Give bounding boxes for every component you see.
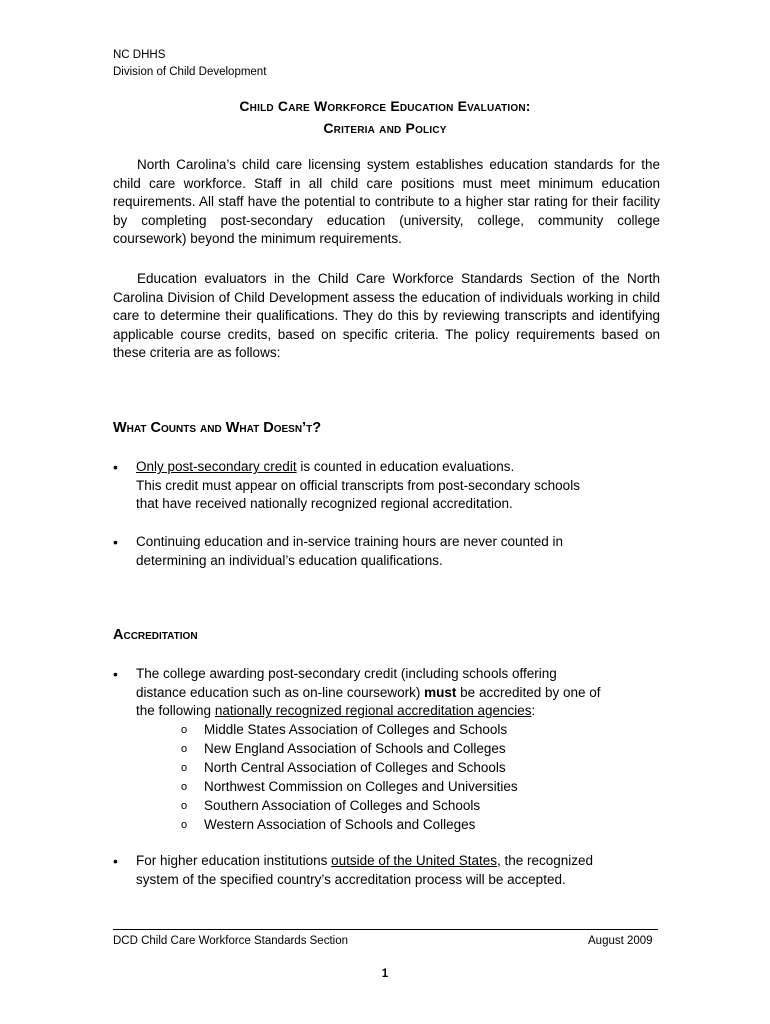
list-item: • For higher education institutions outside of the United States, the recognized system of the specified country’s accreditation process will be accepted. bbox=[113, 853, 594, 887]
intro-paragraph-2: Education evaluators in the Child Care Workforce Standards Section of the North Carolina Division of Child Development assess the education of individuals working in child care to determine their qualifications. They do this by reviewing transcripts and identifying applicable course credits, based on specific criteria. The policy requirements based on these criteria are as follows: bbox=[113, 271, 660, 360]
document-title-line1: Child Care Workforce Education Evaluation: bbox=[239, 98, 531, 114]
list-item: • Only post-secondary credit is counted in education evaluations. This credit must appear on official transcripts from post-secondary schools that have received nationally recognized regional accreditation. bbox=[113, 459, 580, 511]
document-title-line2: Criteria and Policy bbox=[323, 120, 447, 136]
emphasis-must: must bbox=[424, 684, 457, 700]
bullet-icon: • bbox=[113, 666, 118, 682]
circle-bullet-icon: o bbox=[181, 724, 188, 736]
bullet-icon: • bbox=[113, 459, 118, 475]
circle-bullet-icon: o bbox=[181, 762, 188, 774]
footer-divider bbox=[113, 929, 658, 930]
section-heading-what-counts: What Counts and What Doesn’t? bbox=[113, 420, 322, 436]
list-item: • The college awarding post-secondary credit (including schools offering distance education such as on-line coursework) must be accredited by one of the following nationally recognized regional accreditation agencies: bbox=[113, 666, 601, 718]
agency-list-item: o North Central Association of Colleges and Schools bbox=[181, 759, 506, 778]
list-item: • Continuing education and in-service training hours are never counted in determining an individual’s education qualifications. bbox=[113, 534, 564, 568]
underlined-phrase: Only post-secondary credit bbox=[136, 459, 297, 474]
bullet-icon: • bbox=[113, 534, 118, 550]
section-heading-accreditation: Accreditation bbox=[113, 627, 198, 643]
header-division: Division of Child Development bbox=[113, 66, 267, 78]
circle-bullet-icon: o bbox=[181, 819, 188, 831]
footer-date: August 2009 bbox=[588, 935, 653, 947]
agency-list-item: o Southern Association of Colleges and Schools bbox=[181, 797, 480, 816]
page-number: 1 bbox=[381, 968, 389, 980]
footer-left: DCD Child Care Workforce Standards Section bbox=[113, 935, 348, 947]
underlined-phrase: outside of the United States bbox=[331, 853, 497, 868]
underlined-phrase: nationally recognized regional accreditation agencies bbox=[214, 703, 532, 718]
page-header bbox=[113, 47, 266, 81]
agency-list-item: o Northwest Commission on Colleges and Universities bbox=[181, 778, 518, 797]
agency-list-item: o Middle States Association of Colleges and Schools bbox=[181, 721, 507, 740]
circle-bullet-icon: o bbox=[181, 743, 188, 755]
agency-list-item: o Western Association of Schools and Colleges bbox=[181, 816, 475, 835]
circle-bullet-icon: o bbox=[181, 800, 188, 812]
intro-paragraph-1: North Carolina’s child care licensing system establishes education standards for the child care workforce. Staff in all child care positions must meet minimum education requirements. All staff have the potential to contribute to a higher star rating for their facility by completing post-secondary education (university, college, community college coursework) beyond the minimum requirements. bbox=[113, 157, 660, 246]
agency-list-item: o New England Association of Schools and Colleges bbox=[181, 740, 506, 759]
circle-bullet-icon: o bbox=[181, 781, 188, 793]
header-org: NC DHHS bbox=[113, 49, 166, 61]
bullet-icon: • bbox=[113, 853, 118, 869]
